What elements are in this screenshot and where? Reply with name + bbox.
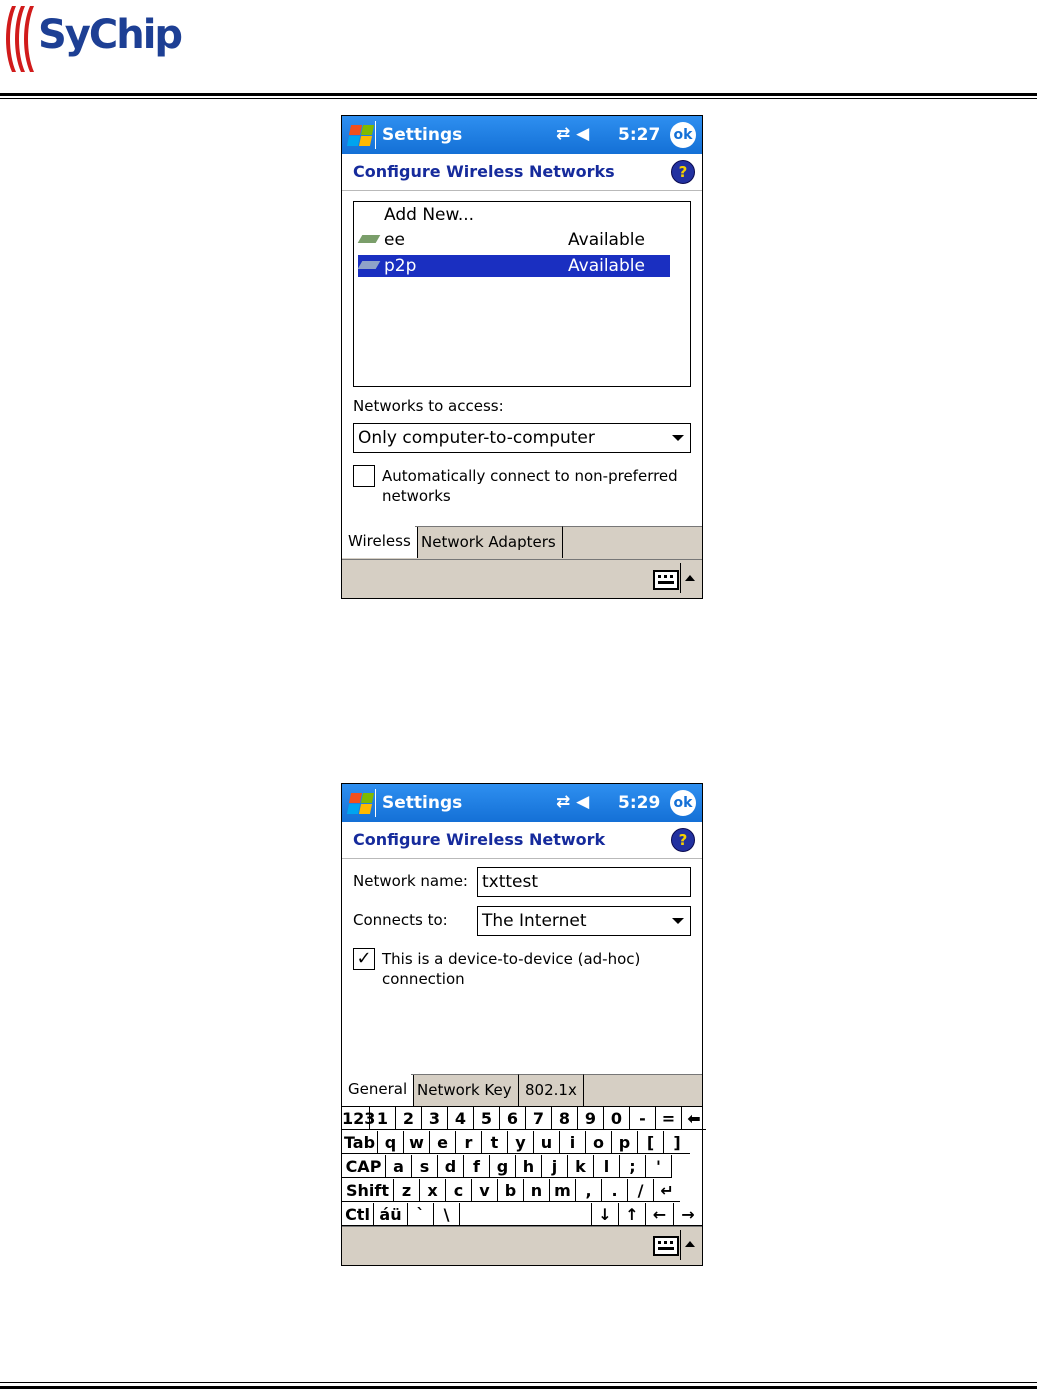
select-value: The Internet: [482, 911, 587, 931]
key-0[interactable]: 0: [604, 1107, 630, 1130]
key-z[interactable]: z: [394, 1179, 420, 1202]
tab-strip: [342, 526, 702, 559]
page-header: [342, 154, 702, 191]
add-new-item[interactable]: Add New...: [384, 205, 475, 225]
soft-keyboard: [342, 1106, 702, 1227]
networks-to-access-select[interactable]: [353, 423, 691, 453]
sip-arrow-icon[interactable]: [685, 575, 695, 581]
key-left-arrow[interactable]: ←: [646, 1203, 674, 1226]
menu-bar: [342, 1226, 702, 1265]
menu-bar: [342, 559, 702, 598]
key-k[interactable]: k: [568, 1155, 594, 1178]
key-v[interactable]: v: [472, 1179, 498, 1202]
key-2[interactable]: 2: [396, 1107, 422, 1130]
title-bar: [342, 116, 702, 154]
key-u[interactable]: u: [534, 1131, 560, 1154]
key-n[interactable]: n: [524, 1179, 550, 1202]
ok-button[interactable]: ok: [670, 122, 696, 148]
key-comma[interactable]: ,: [576, 1179, 602, 1202]
tab-network-adapters[interactable]: Network Adapters: [415, 526, 563, 558]
key-m[interactable]: m: [550, 1179, 576, 1202]
connectivity-volume-icons[interactable]: ⇄ ◀: [556, 124, 590, 144]
keyboard-icon[interactable]: [653, 570, 679, 590]
key-p[interactable]: p: [612, 1131, 638, 1154]
key-y[interactable]: y: [508, 1131, 534, 1154]
keyboard-row-5: [342, 1203, 702, 1227]
key-semicolon[interactable]: ;: [620, 1155, 646, 1178]
key-slash[interactable]: /: [628, 1179, 654, 1202]
network-item-ee[interactable]: [358, 229, 670, 251]
auto-connect-label: Automatically connect to non-preferred: [382, 467, 678, 485]
network-status: Available: [568, 256, 645, 276]
header-rule-thin: [0, 98, 1037, 99]
network-name: ee: [384, 230, 405, 250]
title-bar: [342, 784, 702, 822]
network-name-label: Network name:: [353, 872, 468, 890]
page-title: Configure Wireless Networks: [353, 162, 615, 181]
adhoc-label: This is a device-to-device (ad-hoc): [382, 950, 641, 968]
tab-general[interactable]: General: [342, 1074, 414, 1106]
key-q[interactable]: q: [378, 1131, 404, 1154]
screenshot-configure-wireless-networks: [341, 115, 703, 599]
connects-to-label: Connects to:: [353, 911, 448, 929]
adhoc-label-line2: connection: [382, 970, 465, 988]
ok-button[interactable]: ok: [670, 790, 696, 816]
key-9[interactable]: 9: [578, 1107, 604, 1130]
auto-connect-checkbox[interactable]: [353, 465, 375, 487]
key-h[interactable]: h: [516, 1155, 542, 1178]
footer-rule-thin: [0, 1382, 1037, 1383]
key-o[interactable]: o: [586, 1131, 612, 1154]
help-icon[interactable]: ?: [671, 160, 695, 184]
key-accents[interactable]: áü: [374, 1203, 408, 1226]
key-caps[interactable]: CAP: [342, 1155, 386, 1178]
key-period[interactable]: .: [602, 1179, 628, 1202]
network-name: p2p: [384, 256, 417, 276]
key-1[interactable]: 1: [370, 1107, 396, 1130]
header-rule: [0, 93, 1037, 96]
key-6[interactable]: 6: [500, 1107, 526, 1130]
key-8[interactable]: 8: [552, 1107, 578, 1130]
app-title: Settings: [382, 125, 463, 145]
select-value: Only computer-to-computer: [358, 428, 595, 448]
start-menu-icon[interactable]: [345, 789, 376, 817]
key-5[interactable]: 5: [474, 1107, 500, 1130]
key-right-arrow[interactable]: →: [674, 1203, 702, 1226]
tab-strip: [342, 1074, 702, 1107]
key-tab[interactable]: Tab: [342, 1131, 378, 1154]
key-x[interactable]: x: [420, 1179, 446, 1202]
key-quote[interactable]: ': [646, 1155, 672, 1178]
network-card-icon: [358, 261, 381, 269]
key-f[interactable]: f: [464, 1155, 490, 1178]
key-w[interactable]: w: [404, 1131, 430, 1154]
key-backspace[interactable]: ⬅: [682, 1107, 706, 1130]
auto-connect-label-line2: networks: [382, 487, 451, 505]
key-up-arrow[interactable]: ↑: [619, 1203, 646, 1226]
networks-to-access-label: Networks to access:: [353, 397, 504, 415]
screenshot-configure-wireless-network: [341, 783, 703, 1266]
connects-to-select[interactable]: [477, 906, 691, 936]
keyboard-row-4: [342, 1179, 680, 1203]
key-7[interactable]: 7: [526, 1107, 552, 1130]
key-c[interactable]: c: [446, 1179, 472, 1202]
key-i[interactable]: i: [560, 1131, 586, 1154]
app-title: Settings: [382, 793, 463, 813]
key-left-bracket[interactable]: [: [638, 1131, 664, 1154]
network-status: Available: [568, 230, 645, 250]
input-value: txttest: [482, 872, 539, 892]
key-b[interactable]: b: [498, 1179, 524, 1202]
sip-arrow-icon[interactable]: [685, 1241, 695, 1247]
page-title: Configure Wireless Network: [353, 830, 606, 849]
key-t[interactable]: t: [482, 1131, 508, 1154]
tab-wireless[interactable]: Wireless: [342, 526, 418, 558]
adhoc-checkbox[interactable]: ✓: [353, 948, 375, 970]
start-menu-icon[interactable]: [345, 121, 376, 149]
chevron-down-icon: [672, 918, 684, 924]
tab-network-key[interactable]: Network Key: [411, 1074, 519, 1106]
key-equals[interactable]: =: [656, 1107, 682, 1130]
key-l[interactable]: l: [594, 1155, 620, 1178]
clock[interactable]: 5:27: [618, 125, 661, 145]
key-s[interactable]: s: [412, 1155, 438, 1178]
keyboard-row-1: [342, 1107, 706, 1131]
sychip-logo: [4, 4, 224, 74]
key-backslash[interactable]: \: [434, 1203, 460, 1226]
network-card-icon: [358, 235, 381, 243]
key-g[interactable]: g: [490, 1155, 516, 1178]
key-shift[interactable]: Shift: [342, 1179, 394, 1202]
keyboard-icon[interactable]: [653, 1236, 679, 1256]
key-4[interactable]: 4: [448, 1107, 474, 1130]
key-space[interactable]: [460, 1203, 592, 1226]
key-backtick[interactable]: `: [408, 1203, 434, 1226]
key-d[interactable]: d: [438, 1155, 464, 1178]
network-item-p2p[interactable]: [358, 255, 670, 277]
key-j[interactable]: j: [542, 1155, 568, 1178]
key-123[interactable]: 123: [342, 1109, 376, 1128]
page-header: [342, 822, 702, 859]
connectivity-volume-icons[interactable]: ⇄ ◀: [556, 792, 590, 812]
key-r[interactable]: r: [456, 1131, 482, 1154]
network-name-input[interactable]: [477, 867, 691, 897]
clock[interactable]: 5:29: [618, 793, 661, 813]
key-right-bracket[interactable]: ]: [664, 1131, 690, 1154]
help-icon[interactable]: ?: [671, 828, 695, 852]
footer-rule: [0, 1386, 1037, 1389]
keyboard-row-2: [342, 1131, 690, 1155]
key-e[interactable]: e: [430, 1131, 456, 1154]
network-list[interactable]: [353, 201, 691, 387]
key-3[interactable]: 3: [422, 1107, 448, 1130]
tab-802-1x[interactable]: 802.1x: [519, 1074, 584, 1106]
chevron-down-icon: [672, 435, 684, 441]
key-ctl[interactable]: Ctl: [342, 1203, 374, 1226]
key-enter[interactable]: ↵: [654, 1179, 680, 1202]
key-minus[interactable]: -: [630, 1107, 656, 1130]
key-down-arrow[interactable]: ↓: [592, 1203, 619, 1226]
key-a[interactable]: a: [386, 1155, 412, 1178]
keyboard-row-3: [342, 1155, 672, 1179]
logo-text: SyChip: [38, 12, 182, 58]
